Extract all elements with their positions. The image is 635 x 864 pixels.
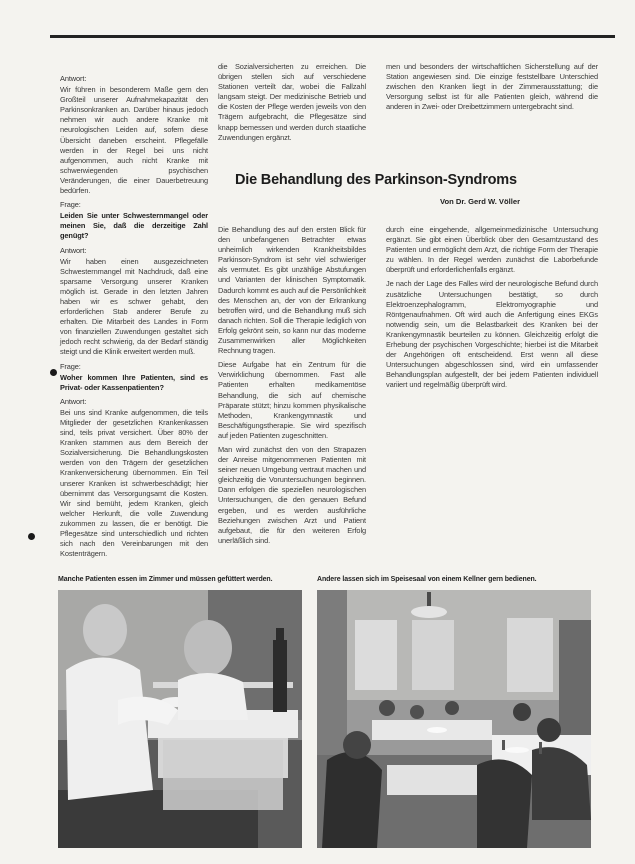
question-label: Frage:: [60, 361, 81, 371]
photo-patient-room-image: [58, 590, 302, 848]
question-label: Frage:: [60, 200, 81, 210]
top-rule: [50, 35, 615, 38]
article-byline: Von Dr. Gerd W. Völler: [440, 197, 521, 206]
margin-dot: [50, 369, 57, 376]
photo-caption-right: Andere lassen sich im Speisesaal von einem Kellner gern bedienen.: [317, 576, 537, 583]
continued-text-right: [386, 62, 598, 116]
answer-text: Wir haben einen ausgezeichneten Schwesternmangel mit Nachdruck, daß eine sparsame Versorgung unserer Kranken möglich ist. Gerade in den letzten Jahren haben wir es schwer gehabt, den erforderlichen Stab anderer Berufe zu erhalten. Die Mitarbeit des Landes in Form von finanziellen Zuwendungen gestaltet sich jedoch recht schwierig, da der Bedarf ständig steigt und die Klinik erweitert werden muß.: [60, 256, 208, 357]
paragraph: Diese Aufgabe hat ein Zentrum für die Verwirklichung übernommen. Fast alle Patienten erhalten medikamentöse Behandlung, die sich auf chemische Präparate stützt; hinzu kommen physikalische Methoden, Krankengymnastik und Beschäftigungstherapie. Sie wird spezifisch auf jeden Patienten zugeschnitten.: [218, 360, 366, 440]
photo-caption-left: Manche Patienten essen im Zimmer und müssen gefüttert werden.: [58, 576, 273, 583]
paragraph: Man wird zunächst den von den Strapazen der Anreise mitgenommenen Patienten mit seiner neuen Umgebung vertraut machen und gleichzeitig die Voruntersuchungen beginnen. Dann erfolgen die speziellen neurologischen Untersuchungen, die den genauen Befund ergeben, und es werden ausführliche Beziehungen zwischen Arzt und Patient aufgebaut, die für den weiteren Erfolg unerläßlich sind.: [218, 444, 366, 545]
article-title: Die Behandlung des Parkinson-Syndroms: [235, 172, 517, 188]
paragraph: durch eine eingehende, allgemeinmedizinische Untersuchung ergänzt. Sie gibt einen Überblick über den Gesamtzustand des Patienten und ermöglicht dem Arzt, die richtige Form der Therapie zu wählen. In der Regel werden zunächst die Laborbefunde überprüft und erforderlichenfalls ergänzt.: [386, 225, 598, 275]
paragraph: die Sozialversicherten zu erreichen. Die übrigen stellen sich auf verschiedene Stationen verteilt dar, wobei die Fallzahl langsam steigt. Der medizinische Betrieb und die Kosten der Pflege werden jeweils von den Trägern aufgebracht, die Pflegesätze sind knapp bemessen und werden durch staatliche Zuwendungen ergänzt.: [218, 62, 366, 142]
photo-patient-room: [58, 590, 302, 848]
answer-text: Wir führen in besonderem Maße gern den Großteil unserer Aufnahmekapazität den Parkinsonkranken an. Darüber hinaus jedoch nehmen wir auch andere Kranke mit neurologischen Leiden auf, sofern diese Übersicht daneben erscheint. Pflegefälle werden in der Regel bei uns nicht aufgenommen, auch nicht Kranke mit schwerwiegenden psychischen Veränderungen, die einer Dauerbetreuung bedürfen.: [60, 85, 208, 196]
photo-dining-hall: [317, 590, 591, 848]
article-body-middle: [218, 225, 366, 550]
paragraph: men und besonders der wirtschaftlichen Sicherstellung auf der Station angewiesen sind. Die einzige feststellbare Unterschied zwischen den Kranken liegt in der Zimmerausstattung; die Versorgung selbst ist für alle Patienten gleich, während die anderen in Zwei- oder Dreibettzimmern untergebracht sind.: [386, 62, 598, 112]
continued-text-middle: [218, 62, 366, 147]
photo-dining-hall-image: [317, 590, 591, 848]
paragraph: Die Behandlung des auf den ersten Blick für den unbefangenen Betrachter etwas unheimlich wirkenden Krankheitsbildes Parkinson-Syndrom ist sehr viel schwieriger als vermutet. Es gibt unzählige Abstufungen und Varianten der klinischen Symptomatik. Dadurch kommt es auch auf die Persönlichkeit des Menschen an, der von der Erkrankung betroffen wird, und die Behandlung muß sich danach richten. Soll die Therapie lediglich von Erfolg gekrönt sein, so kann nur das moderne Zusammenwirken aller Möglichkeiten Rechnung tragen.: [218, 225, 367, 356]
answer-label: Antwort:: [60, 245, 87, 255]
interview-column: [60, 71, 208, 563]
answer-label: Antwort:: [60, 74, 87, 83]
margin-dot: [28, 533, 35, 540]
article-body-right: [386, 225, 598, 395]
answer-label: Antwort:: [60, 396, 87, 406]
question-text: Woher kommen Ihre Patienten, sind es Privat- oder Kassenpatienten?: [60, 372, 208, 392]
paragraph: Je nach der Lage des Falles wird der neurologische Befund durch zusätzliche Untersuchungen bestätigt, so durch Elektroenzephalogramm, Elektromyographie und Röntgenaufnahmen. Oft wird auch die Anfertigung eines EKGs notwendig sein, um die Belastbarkeit des Kranken bei der Krankengymnastik beurteilen zu können. Gleichzeitig erfolgt die Erhebung der psychischen Vorgeschichte; hierbei ist die Mitarbeit der Angehörigen oft entscheidend. Erst wenn all diese Untersuchungen abgeschlossen sind, wird ein umfassender Behandlungsplan aufgestellt, der bei jedem Patienten individuell variiert und regelmäßig überprüft wird.: [386, 279, 598, 390]
answer-text: Bei uns sind Kranke aufgenommen, die teils Mitglieder der gesetzlichen Krankenkassen sind, teils privat versichert. Über 80% der Kranken stammen aus dem Bereich der Sozialversicherung. Die Behandlungskosten werden von den Trägern der gesetzlichen Krankenversicherung übernommen. Ein Teil unserer Kranken ist schwerbeschädigt; hier übernimmt das Versorgungsamt die Kosten. Wir sind bemüht, jedem Kranken, gleich welcher Herkunft, die volle Zuwendung zukommen zu lassen, die er benötigt. Die Pflegesätze sind unterschiedlich und richten sich nach den Vereinbarungen mit den Kostenträgern.: [60, 407, 208, 559]
question-text: Leiden Sie unter Schwesternmangel oder meinen Sie, daß die derzeitige Zahl genügt?: [60, 211, 208, 241]
